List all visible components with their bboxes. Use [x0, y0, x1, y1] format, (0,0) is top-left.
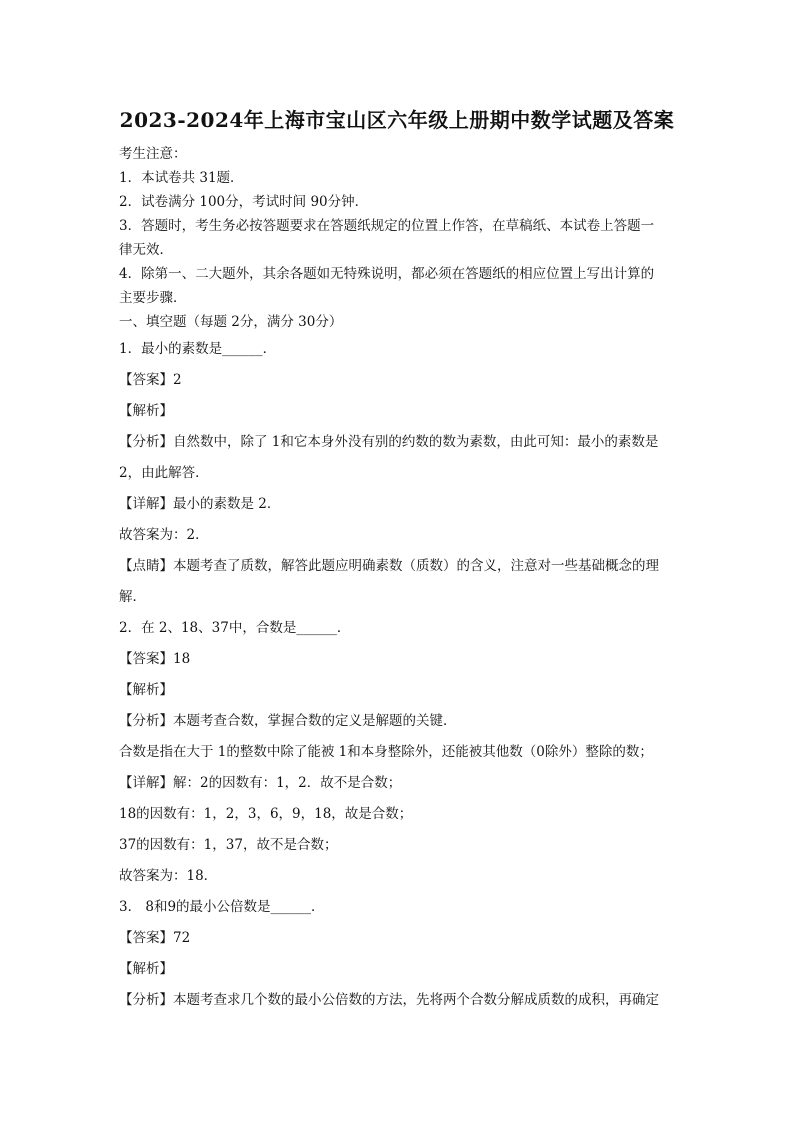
detail-line: 37的因数有：1，37，故不是合数； — [119, 837, 338, 853]
detail-line: 【详解】解：2的因数有：1，2．故不是合数； — [119, 775, 402, 791]
detail-line: 18的因数有：1，2，3，6，9，18，故是合数； — [119, 806, 413, 822]
notice-line: 4．除第一、二大题外，其余各题如无特殊说明，都必须在答题纸的相应位置上写出计算的 — [119, 266, 655, 282]
question-list — [119, 334, 679, 1016]
answer-line: 【答案】72 — [119, 930, 191, 946]
answer-line: 【答案】18 — [119, 651, 191, 667]
exam-notice — [119, 142, 679, 334]
section-heading: 一、填空题（每题 2分，满分 30分） — [119, 314, 343, 330]
analysis-label: 【解析】 — [119, 403, 173, 419]
question-line: 1．最小的素数是______． — [119, 341, 277, 357]
detail-line: 【详解】最小的素数是 2． — [119, 496, 281, 512]
notice-line: 律无效． — [119, 242, 173, 258]
question-line: 3． 8和9的最小公倍数是______． — [119, 899, 325, 915]
answer-summary: 故答案为：2． — [119, 527, 209, 543]
notice-line: 3．答题时，考生务必按答题要求在答题纸规定的位置上作答，在草稿纸、本试卷上答题一 — [119, 218, 655, 234]
notice-line: 2．试卷满分 100分，考试时间 90分钟． — [119, 194, 369, 210]
analysis-line: 【分析】本题考查合数，掌握合数的定义是解题的关键． — [119, 713, 457, 729]
notice-line: 主要步骤． — [119, 290, 187, 306]
analysis-line: 合数是指在大于 1的整数中除了能被 1和本身整除外，还能被其他数（0除外）整除的数； — [119, 744, 653, 760]
analysis-label: 【解析】 — [119, 682, 173, 698]
comment-line: 解． — [119, 589, 146, 605]
answer-line: 【答案】2 — [119, 372, 182, 388]
document-title: 2023-2024年上海市宝山区六年级上册期中数学试题及答案 — [119, 108, 675, 132]
question-line: 2．在 2、18、37中，合数是______． — [119, 620, 351, 636]
analysis-label: 【解析】 — [119, 961, 173, 977]
analysis-line: 【分析】本题考查求几个数的最小公倍数的方法，先将两个合数分解成质数的成积，再确定 — [119, 992, 659, 1008]
notice-line: 1．本试卷共 31题． — [119, 170, 244, 186]
analysis-line: 【分析】自然数中，除了 1和它本身外没有别的约数的数为素数，由此可知：最小的素数是 — [119, 434, 659, 450]
answer-summary: 故答案为：18． — [119, 868, 218, 884]
comment-line: 【点睛】本题考查了质数，解答此题应明确素数（质数）的含义，注意对一些基础概念的理 — [119, 558, 659, 574]
document-body — [119, 142, 679, 1016]
analysis-line: 2，由此解答． — [119, 465, 209, 481]
notice-line: 考生注意： — [119, 146, 187, 162]
